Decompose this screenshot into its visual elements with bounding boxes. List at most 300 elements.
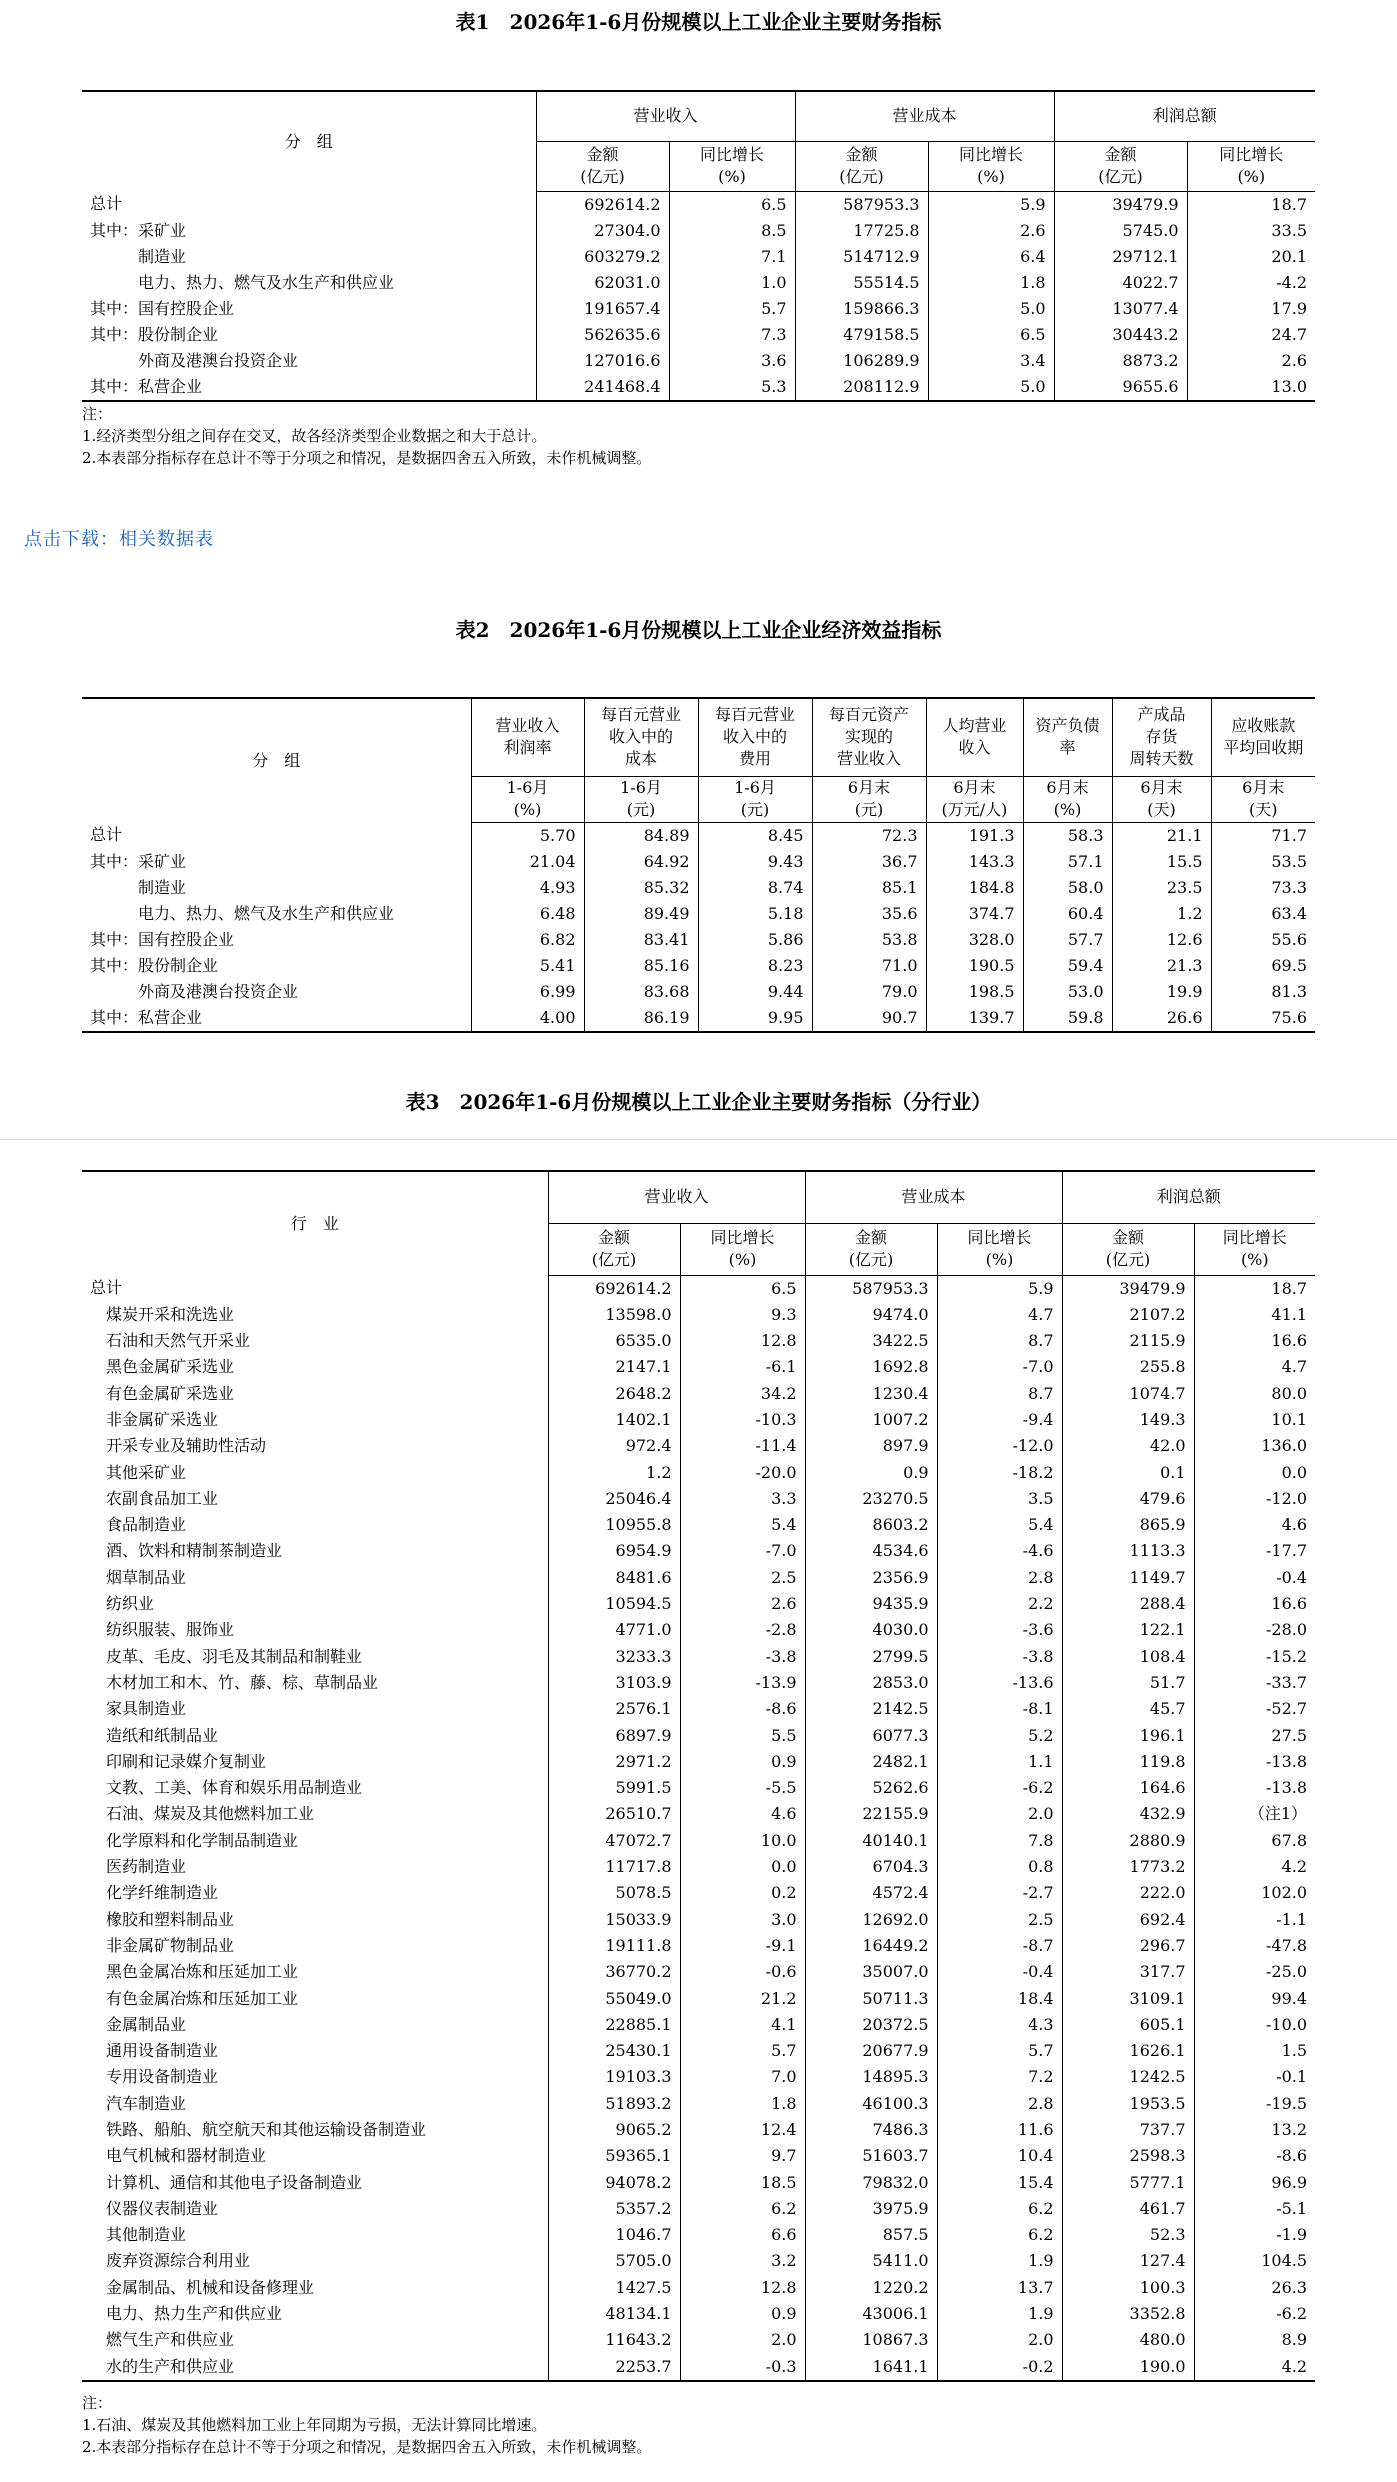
row-label: 铁路、船舶、航空航天和其他运输设备制造业 — [90, 2120, 427, 2139]
value-cell: 255.8 — [1062, 1354, 1194, 1380]
table-row — [82, 374, 1315, 401]
value-cell: -19.5 — [1194, 2091, 1315, 2117]
value-cell: 296.7 — [1062, 1933, 1194, 1959]
value-cell: 10.1 — [1194, 1407, 1315, 1433]
value-cell: 7.8 — [937, 1828, 1062, 1854]
value-cell: 5991.5 — [548, 1775, 680, 1801]
table-row — [82, 191, 1315, 218]
value-cell: 62031.0 — [536, 270, 669, 296]
value-cell: 9065.2 — [548, 2117, 680, 2143]
table1-col-profit: 利润总额 — [1054, 91, 1315, 141]
table-row — [82, 927, 1315, 953]
table-row — [82, 2248, 1315, 2274]
value-cell: 83.41 — [584, 927, 698, 953]
value-cell: 1220.2 — [805, 2275, 937, 2301]
value-cell: 59365.1 — [548, 2143, 680, 2169]
row-label: 制造业 — [90, 877, 187, 897]
value-cell: 1641.1 — [805, 2354, 937, 2381]
value-cell: 48134.1 — [548, 2301, 680, 2327]
value-cell: 3109.1 — [1062, 1986, 1194, 2012]
row-label: 印刷和记录媒介复制业 — [90, 1751, 267, 1771]
value-cell: 53.5 — [1211, 849, 1315, 875]
value-cell: 1149.7 — [1062, 1565, 1194, 1591]
value-cell: 241468.4 — [536, 374, 669, 401]
table-row — [82, 296, 1315, 322]
table1-col-cost: 营业成本 — [795, 91, 1054, 141]
value-cell: 190.5 — [926, 953, 1023, 979]
row-label: 纺织业 — [90, 1594, 155, 1614]
table-row — [82, 218, 1315, 244]
value-cell: 4771.0 — [548, 1617, 680, 1643]
value-cell: 5777.1 — [1062, 2170, 1194, 2196]
value-cell: 20372.5 — [805, 2012, 937, 2038]
value-cell: 2115.9 — [1062, 1328, 1194, 1354]
value-cell: 21.3 — [1112, 953, 1211, 979]
value-cell: 19103.3 — [548, 2064, 680, 2090]
value-cell: -10.0 — [1194, 2012, 1315, 2038]
value-cell: 1.5 — [1194, 2038, 1315, 2064]
value-cell: 13.2 — [1194, 2117, 1315, 2143]
value-cell: 5.70 — [471, 822, 584, 849]
value-cell: 85.16 — [584, 953, 698, 979]
value-cell: 2.5 — [937, 1907, 1062, 1933]
value-cell: 20.1 — [1187, 244, 1315, 270]
value-cell: 102.0 — [1194, 1880, 1315, 1906]
value-cell: 19111.8 — [548, 1933, 680, 1959]
table-row — [82, 901, 1315, 927]
value-cell: 857.5 — [805, 2222, 937, 2248]
value-cell: -47.8 — [1194, 1933, 1315, 1959]
value-cell: 12692.0 — [805, 1907, 937, 1933]
value-cell: 479158.5 — [795, 322, 928, 348]
value-cell: 0.1 — [1062, 1460, 1194, 1486]
value-cell: 13.0 — [1187, 374, 1315, 401]
table-row — [82, 1854, 1315, 1880]
value-cell: 4022.7 — [1054, 270, 1187, 296]
value-cell: 1046.7 — [548, 2222, 680, 2248]
value-cell: 13077.4 — [1054, 296, 1187, 322]
row-label: 其中：国有控股企业 — [90, 298, 235, 318]
table2-col-header: 应收账款 平均回收期 — [1211, 698, 1315, 776]
table3-subheader: 同比增长 (%) — [1194, 1223, 1315, 1275]
value-cell: 21.04 — [471, 849, 584, 875]
value-cell: 7.3 — [669, 322, 795, 348]
value-cell: 5745.0 — [1054, 218, 1187, 244]
value-cell: 587953.3 — [795, 191, 928, 218]
table3-col-profit: 利润总额 — [1062, 1171, 1315, 1223]
value-cell: 159866.3 — [795, 296, 928, 322]
table3-group-header: 行 业 — [82, 1171, 548, 1275]
value-cell: 63.4 — [1211, 901, 1315, 927]
row-label: 医药制造业 — [90, 1857, 187, 1877]
table3-subheader: 金额 (亿元) — [548, 1223, 680, 1275]
row-label: 其他制造业 — [90, 2225, 187, 2245]
value-cell: 104.5 — [1194, 2248, 1315, 2274]
row-label: 水的生产和供应业 — [82, 2354, 548, 2381]
row-label: 化学原料和化学制品制造业 — [90, 1830, 299, 1850]
value-cell: 106289.9 — [795, 348, 928, 374]
value-cell: 57.1 — [1023, 849, 1112, 875]
value-cell: 4.2 — [1194, 1854, 1315, 1880]
download-link[interactable]: 点击下载：相关数据表 — [24, 529, 214, 550]
value-cell: 6.5 — [928, 322, 1054, 348]
table2-col-unit: 6月末 (元) — [812, 776, 926, 822]
table-row — [82, 1591, 1315, 1617]
value-cell: 6.5 — [669, 191, 795, 218]
value-cell: 16.6 — [1194, 1328, 1315, 1354]
value-cell: 80.0 — [1194, 1381, 1315, 1407]
value-cell: 8.7 — [937, 1328, 1062, 1354]
value-cell: 16449.2 — [805, 1933, 937, 1959]
value-cell: -17.7 — [1194, 1538, 1315, 1564]
table2-col-unit: 1-6月 (%) — [471, 776, 584, 822]
value-cell: 6077.3 — [805, 1723, 937, 1749]
value-cell: 4.6 — [680, 1801, 805, 1827]
row-label: 其他采矿业 — [90, 1462, 187, 1482]
value-cell: 71.0 — [812, 953, 926, 979]
value-cell: 198.5 — [926, 979, 1023, 1005]
value-cell: 12.6 — [1112, 927, 1211, 953]
value-cell: 1.0 — [669, 270, 795, 296]
value-cell: 2971.2 — [548, 1749, 680, 1775]
value-cell: 8.5 — [669, 218, 795, 244]
row-label: 家具制造业 — [90, 1699, 187, 1719]
value-cell: 0.0 — [680, 1854, 805, 1880]
table-row — [82, 2327, 1315, 2353]
value-cell: -0.6 — [680, 1959, 805, 1985]
value-cell: 2.8 — [937, 2091, 1062, 2117]
table2-col-unit: 6月末 (万元/人) — [926, 776, 1023, 822]
table-row — [82, 1828, 1315, 1854]
value-cell: 99.4 — [1194, 1986, 1315, 2012]
value-cell: 55.6 — [1211, 927, 1315, 953]
value-cell: 43006.1 — [805, 2301, 937, 2327]
value-cell: 208112.9 — [795, 374, 928, 401]
value-cell: 136.0 — [1194, 1433, 1315, 1459]
table-row — [82, 2012, 1315, 2038]
value-cell: -18.2 — [937, 1460, 1062, 1486]
row-label: 通用设备制造业 — [90, 2041, 219, 2061]
table2-title: 表2 2026年1-6月份规模以上工业企业经济效益指标 — [455, 618, 942, 642]
value-cell: 692.4 — [1062, 1907, 1194, 1933]
value-cell: 18.4 — [937, 1986, 1062, 2012]
value-cell: -7.0 — [680, 1538, 805, 1564]
table1-subheader: 金额 (亿元) — [795, 141, 928, 191]
value-cell: 4030.0 — [805, 1617, 937, 1643]
table-row — [82, 322, 1315, 348]
value-cell: 4.3 — [937, 2012, 1062, 2038]
value-cell: 89.49 — [584, 901, 698, 927]
table2-col-unit: 1-6月 (元) — [698, 776, 812, 822]
value-cell: 5.0 — [928, 374, 1054, 401]
table-row — [82, 1933, 1315, 1959]
value-cell: 562635.6 — [536, 322, 669, 348]
value-cell: 4.1 — [680, 2012, 805, 2038]
value-cell: 9435.9 — [805, 1591, 937, 1617]
table-row — [82, 1670, 1315, 1696]
value-cell: 127.4 — [1062, 2248, 1194, 2274]
value-cell: 1427.5 — [548, 2275, 680, 2301]
table-row — [82, 2117, 1315, 2143]
value-cell: 3975.9 — [805, 2196, 937, 2222]
value-cell: 1773.2 — [1062, 1854, 1194, 1880]
table-row — [82, 1486, 1315, 1512]
value-cell: 16.6 — [1194, 1591, 1315, 1617]
value-cell: 69.5 — [1211, 953, 1315, 979]
row-label: 电力、热力、燃气及水生产和供应业 — [90, 272, 395, 292]
value-cell: 587953.3 — [805, 1275, 937, 1302]
value-cell: 7.1 — [669, 244, 795, 270]
value-cell: 40140.1 — [805, 1828, 937, 1854]
value-cell: -6.2 — [1194, 2301, 1315, 2327]
value-cell: 26510.7 — [548, 1801, 680, 1827]
table-row — [82, 1407, 1315, 1433]
table-row — [82, 1880, 1315, 1906]
value-cell: -8.6 — [1194, 2143, 1315, 2169]
value-cell: 94078.2 — [548, 2170, 680, 2196]
value-cell: 27.5 — [1194, 1723, 1315, 1749]
value-cell: -5.5 — [680, 1775, 805, 1801]
value-cell: 71.7 — [1211, 822, 1315, 849]
value-cell: 6.82 — [471, 927, 584, 953]
value-cell: -1.9 — [1194, 2222, 1315, 2248]
value-cell: 3233.3 — [548, 1644, 680, 1670]
value-cell: 288.4 — [1062, 1591, 1194, 1617]
value-cell: -8.7 — [937, 1933, 1062, 1959]
note-line: 2.本表部分指标存在总计不等于分项之和情况，是数据四舍五入所致，未作机械调整。 — [82, 2438, 652, 2456]
value-cell: 5.86 — [698, 927, 812, 953]
value-cell: 51603.7 — [805, 2143, 937, 2169]
table-row — [82, 2275, 1315, 2301]
table-row — [82, 1512, 1315, 1538]
table-row — [82, 2038, 1315, 2064]
value-cell: 5705.0 — [548, 2248, 680, 2274]
row-label: 金属制品、机械和设备修理业 — [90, 2277, 315, 2297]
value-cell: 6.2 — [680, 2196, 805, 2222]
value-cell: 41.1 — [1194, 1302, 1315, 1328]
value-cell: 149.3 — [1062, 1407, 1194, 1433]
value-cell: 46100.3 — [805, 2091, 937, 2117]
row-label: 计算机、通信和其他电子设备制造业 — [90, 2172, 363, 2192]
value-cell: 2.6 — [928, 218, 1054, 244]
value-cell: 6535.0 — [548, 1328, 680, 1354]
value-cell: 6954.9 — [548, 1538, 680, 1564]
value-cell: -12.0 — [937, 1433, 1062, 1459]
value-cell: 33.5 — [1187, 218, 1315, 244]
value-cell: 6.48 — [471, 901, 584, 927]
value-cell: 96.9 — [1194, 2170, 1315, 2196]
value-cell: 73.3 — [1211, 875, 1315, 901]
table3-title: 表3 2026年1-6月份规模以上工业企业主要财务指标（分行业） — [405, 1090, 992, 1114]
value-cell: 3422.5 — [805, 1328, 937, 1354]
value-cell: 5262.6 — [805, 1775, 937, 1801]
value-cell: -3.8 — [680, 1644, 805, 1670]
value-cell: 34.2 — [680, 1381, 805, 1407]
value-cell: 4.2 — [1194, 2354, 1315, 2381]
table-row — [82, 1460, 1315, 1486]
value-cell: 2576.1 — [548, 1696, 680, 1722]
row-label: 金属制品业 — [90, 2014, 187, 2034]
value-cell: 2598.3 — [1062, 2143, 1194, 2169]
value-cell: 3.4 — [928, 348, 1054, 374]
value-cell: 51893.2 — [548, 2091, 680, 2117]
value-cell: -4.2 — [1187, 270, 1315, 296]
note-line: 注： — [82, 405, 113, 423]
table-row — [82, 1275, 1315, 1302]
note-line: 注： — [82, 2394, 113, 2412]
value-cell: 1.8 — [680, 2091, 805, 2117]
table-row — [82, 953, 1315, 979]
value-cell: 79832.0 — [805, 2170, 937, 2196]
value-cell: 222.0 — [1062, 1880, 1194, 1906]
value-cell: 51.7 — [1062, 1670, 1194, 1696]
value-cell: 143.3 — [926, 849, 1023, 875]
table-row — [82, 1302, 1315, 1328]
value-cell: 3.0 — [680, 1907, 805, 1933]
value-cell: 10867.3 — [805, 2327, 937, 2353]
value-cell: 11643.2 — [548, 2327, 680, 2353]
value-cell: 6704.3 — [805, 1854, 937, 1880]
row-label: 皮革、毛皮、羽毛及其制品和制鞋业 — [90, 1646, 363, 1666]
value-cell: 59.4 — [1023, 953, 1112, 979]
value-cell: 8481.6 — [548, 1565, 680, 1591]
value-cell: -7.0 — [937, 1354, 1062, 1380]
value-cell: -3.6 — [937, 1617, 1062, 1643]
row-label: 其中：股份制企业 — [90, 324, 219, 344]
table2-col-header: 每百元资产 实现的 营业收入 — [812, 698, 926, 776]
table3 — [82, 1170, 1315, 2382]
value-cell: 8.7 — [937, 1381, 1062, 1407]
value-cell: 6.2 — [937, 2222, 1062, 2248]
table3-notes — [82, 2392, 651, 2458]
value-cell: 24.7 — [1187, 322, 1315, 348]
value-cell: 2853.0 — [805, 1670, 937, 1696]
table-row — [82, 1565, 1315, 1591]
value-cell: 317.7 — [1062, 1959, 1194, 1985]
value-cell: 1.9 — [937, 2301, 1062, 2327]
value-cell: 14895.3 — [805, 2064, 937, 2090]
value-cell: 20677.9 — [805, 2038, 937, 2064]
value-cell: 3.2 — [680, 2248, 805, 2274]
value-cell: 8.23 — [698, 953, 812, 979]
value-cell: -28.0 — [1194, 1617, 1315, 1643]
value-cell: 64.92 — [584, 849, 698, 875]
table1-subheader: 金额 (亿元) — [1054, 141, 1187, 191]
value-cell: 196.1 — [1062, 1723, 1194, 1749]
value-cell: 1242.5 — [1062, 2064, 1194, 2090]
value-cell: 55049.0 — [548, 1986, 680, 2012]
value-cell: 5357.2 — [548, 2196, 680, 2222]
table1-subheader: 同比增长 (%) — [669, 141, 795, 191]
row-label: 橡胶和塑料制品业 — [90, 1909, 235, 1929]
value-cell: 5.4 — [680, 1512, 805, 1538]
value-cell: -5.1 — [1194, 2196, 1315, 2222]
table-row — [82, 2064, 1315, 2090]
value-cell: 72.3 — [812, 822, 926, 849]
table-row — [82, 2170, 1315, 2196]
value-cell: 2.6 — [1187, 348, 1315, 374]
value-cell: 1007.2 — [805, 1407, 937, 1433]
table-row — [82, 1328, 1315, 1354]
table2-col-unit: 6月末 (%) — [1023, 776, 1112, 822]
value-cell: 75.6 — [1211, 1005, 1315, 1032]
table-row — [82, 2091, 1315, 2117]
table3-subheader: 同比增长 (%) — [937, 1223, 1062, 1275]
value-cell: 35007.0 — [805, 1959, 937, 1985]
value-cell: 4.93 — [471, 875, 584, 901]
value-cell: 119.8 — [1062, 1749, 1194, 1775]
value-cell: 42.0 — [1062, 1433, 1194, 1459]
row-label: 石油、煤炭及其他燃料加工业 — [90, 1804, 315, 1824]
value-cell: 1402.1 — [548, 1407, 680, 1433]
value-cell: 12.8 — [680, 1328, 805, 1354]
value-cell: 328.0 — [926, 927, 1023, 953]
value-cell: -9.4 — [937, 1407, 1062, 1433]
table1-subheader: 同比增长 (%) — [928, 141, 1054, 191]
value-cell: 2482.1 — [805, 1749, 937, 1775]
value-cell: 36770.2 — [548, 1959, 680, 1985]
value-cell: 5411.0 — [805, 2248, 937, 2274]
value-cell: 10.0 — [680, 1828, 805, 1854]
value-cell: 4534.6 — [805, 1538, 937, 1564]
value-cell: 5.7 — [937, 2038, 1062, 2064]
value-cell: 479.6 — [1062, 1486, 1194, 1512]
value-cell: 85.32 — [584, 875, 698, 901]
row-label: 木材加工和木、竹、藤、棕、草制品业 — [90, 1672, 379, 1692]
table3-subheader: 金额 (亿元) — [805, 1223, 937, 1275]
row-label: 电气机械和器材制造业 — [90, 2146, 267, 2166]
value-cell: 2.0 — [937, 1801, 1062, 1827]
row-label: 酒、饮料和精制茶制造业 — [90, 1541, 283, 1561]
value-cell: -6.2 — [937, 1775, 1062, 1801]
value-cell: 9655.6 — [1054, 374, 1187, 401]
table-row — [82, 348, 1315, 374]
table-row — [82, 1959, 1315, 1985]
note-line: 1.经济类型分组之间存在交叉，故各经济类型企业数据之和大于总计。 — [82, 427, 547, 445]
value-cell: 36.7 — [812, 849, 926, 875]
value-cell: 5.7 — [669, 296, 795, 322]
value-cell: 5.7 — [680, 2038, 805, 2064]
table1-subheader: 同比增长 (%) — [1187, 141, 1315, 191]
value-cell: 7486.3 — [805, 2117, 937, 2143]
value-cell: （注1） — [1194, 1801, 1315, 1827]
value-cell: 13.7 — [937, 2275, 1062, 2301]
value-cell: -0.3 — [680, 2354, 805, 2381]
value-cell: -3.8 — [937, 1644, 1062, 1670]
value-cell: 9.43 — [698, 849, 812, 875]
table2-col-header: 营业收入 利润率 — [471, 698, 584, 776]
value-cell: -0.4 — [937, 1959, 1062, 1985]
table-row — [82, 1696, 1315, 1722]
row-label: 非金属矿物制品业 — [90, 1935, 235, 1955]
value-cell: 17725.8 — [795, 218, 928, 244]
value-cell: 52.3 — [1062, 2222, 1194, 2248]
value-cell: -2.8 — [680, 1617, 805, 1643]
value-cell: 4.7 — [1194, 1354, 1315, 1380]
section-divider — [0, 1139, 1397, 1140]
value-cell: 0.9 — [680, 1749, 805, 1775]
value-cell: 57.7 — [1023, 927, 1112, 953]
value-cell: 5078.5 — [548, 1880, 680, 1906]
value-cell: 184.8 — [926, 875, 1023, 901]
value-cell: 58.3 — [1023, 822, 1112, 849]
value-cell: 13598.0 — [548, 1302, 680, 1328]
value-cell: 139.7 — [926, 1005, 1023, 1032]
value-cell: 4.00 — [471, 1005, 584, 1032]
value-cell: 6.5 — [680, 1275, 805, 1302]
table2 — [82, 697, 1315, 1033]
table3-col-cost: 营业成本 — [805, 1171, 1062, 1223]
